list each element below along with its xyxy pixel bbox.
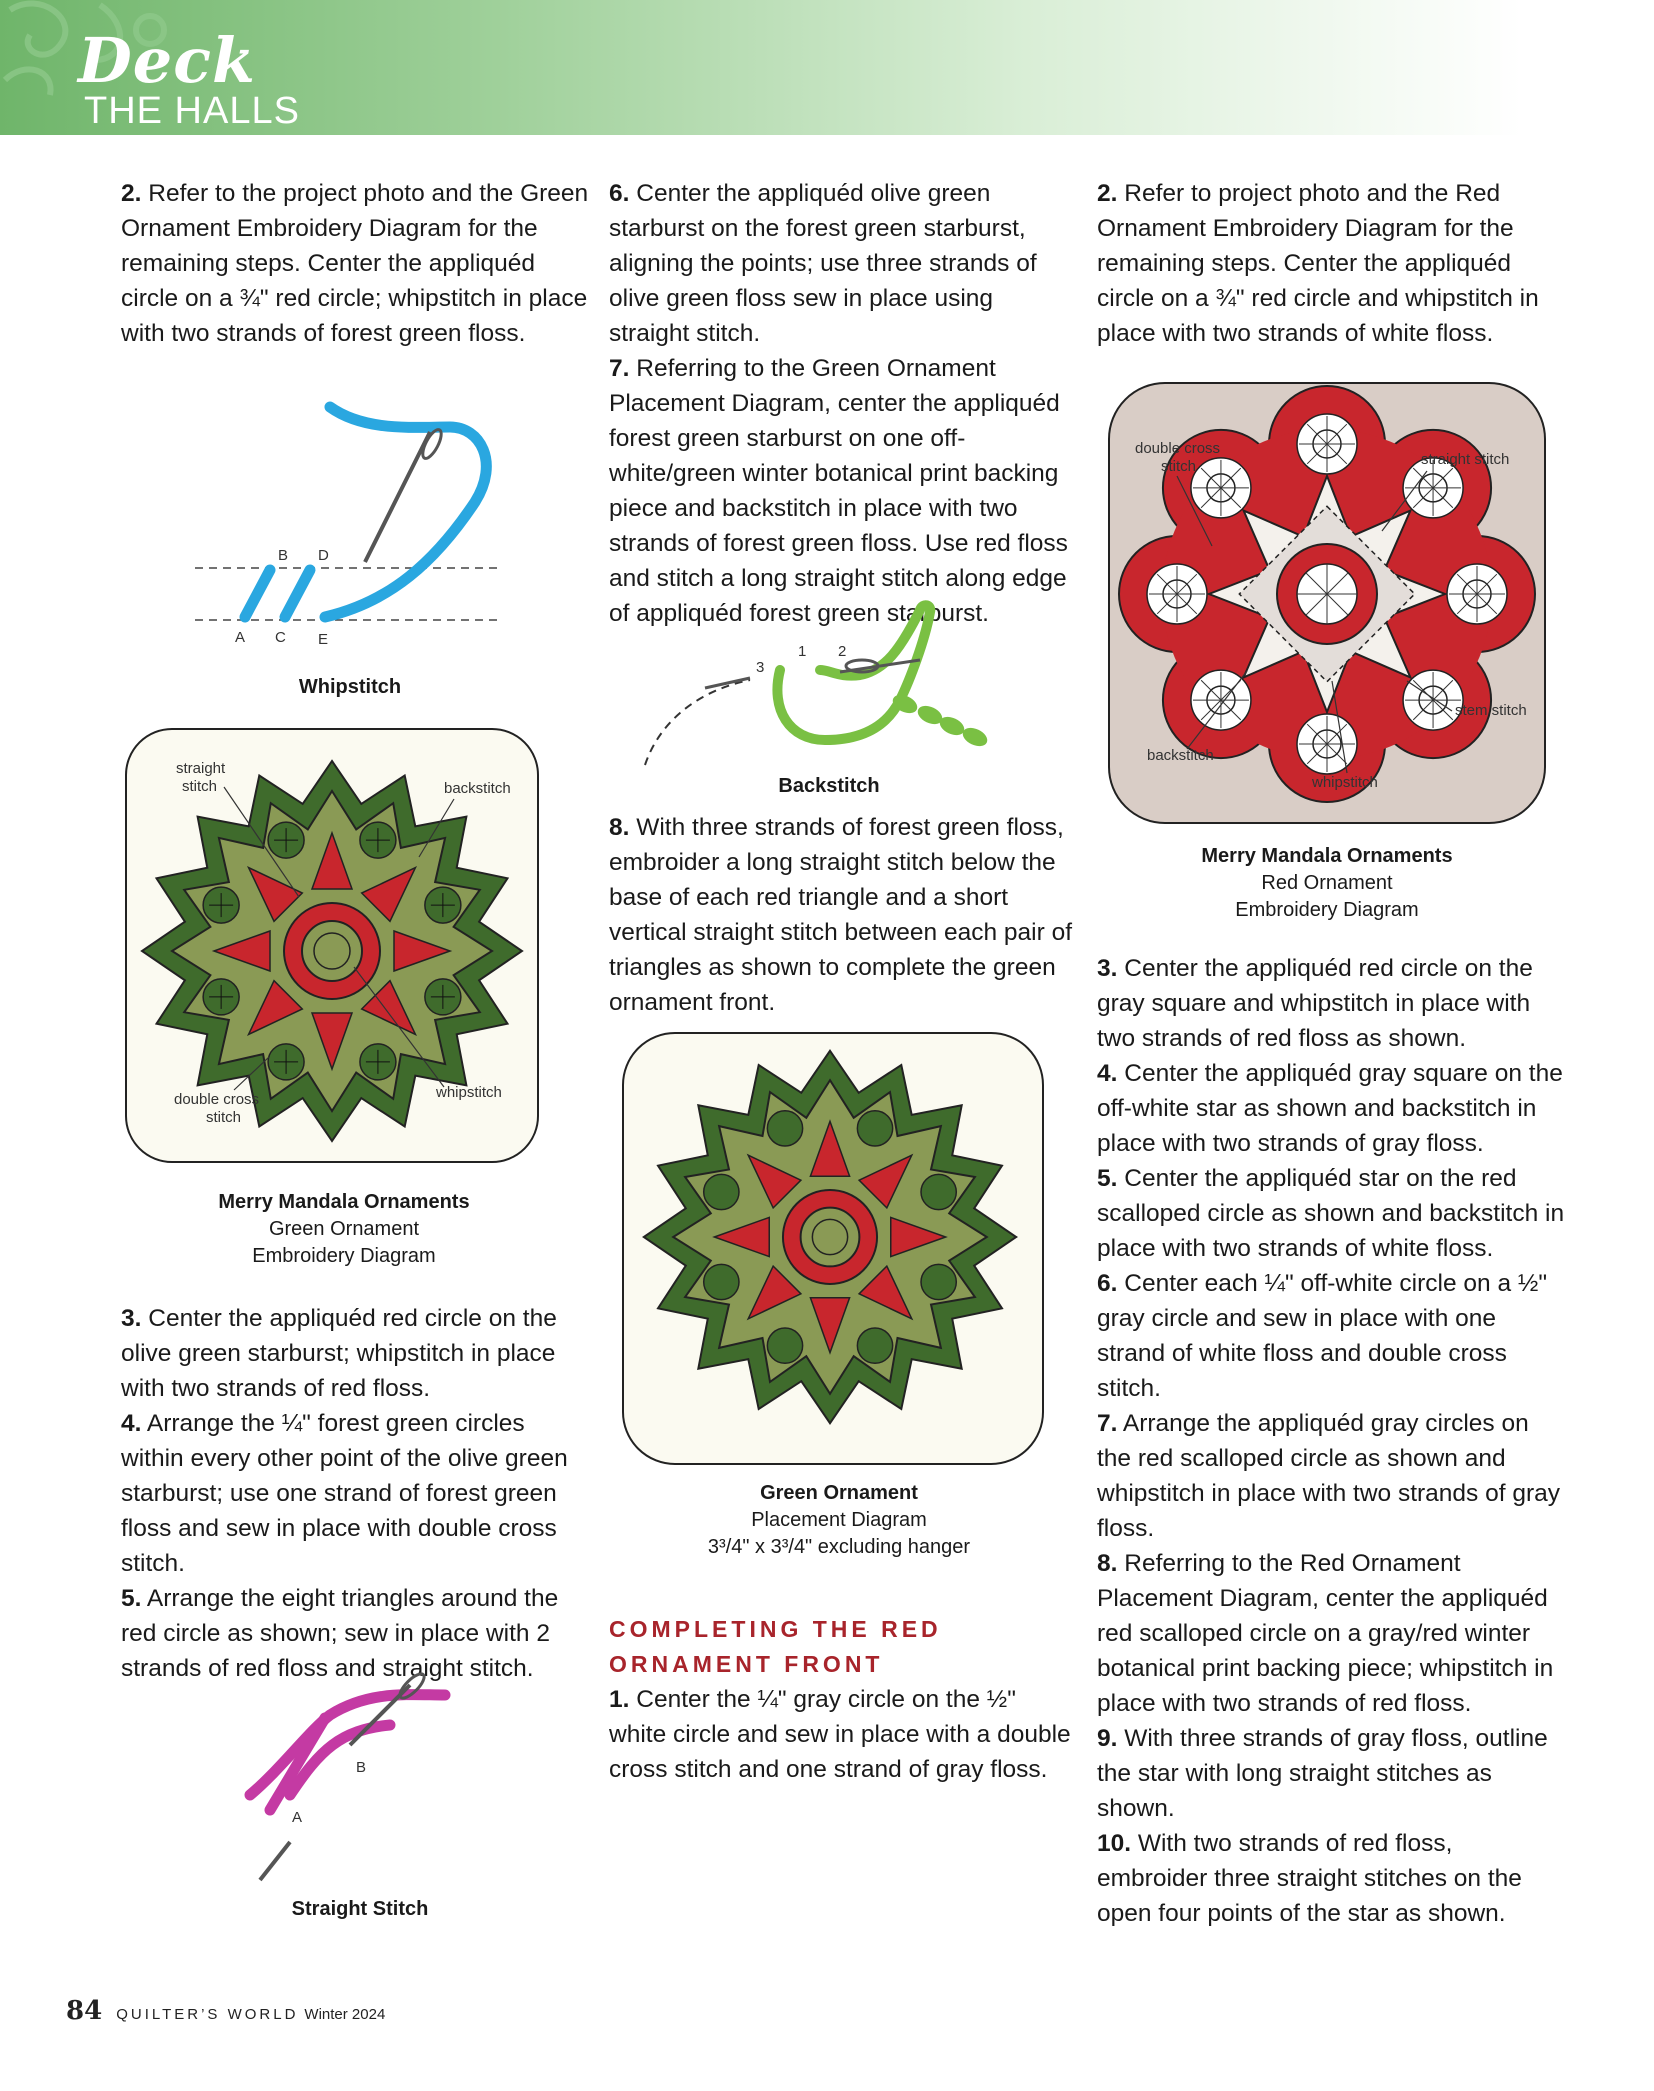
- whip-label-e: E: [318, 631, 329, 648]
- column-2-mid: [609, 810, 1079, 1020]
- step-paragraph: 2. Refer to project photo and the Red Ornament Embroidery Diagram for the remaining steps. Center the appliquéd circle on a ¾" red circle and whipstitch in place with two strands of white floss.: [1097, 180, 1539, 347]
- green-circle: [857, 1111, 892, 1146]
- magazine-name: QUILTER’S WORLD: [116, 2006, 299, 2023]
- back-label-2: 2: [838, 643, 847, 660]
- column-2: [609, 176, 1079, 631]
- green-embroidery-diagram: [124, 727, 540, 1164]
- label-double-cross: double cross: [174, 1091, 260, 1108]
- green-circle: [767, 1111, 802, 1146]
- header-title-script: Deck: [78, 24, 256, 97]
- step-paragraph: 8. Referring to the Red Ornament Placement Diagram, center the appliquéd red scalloped circle on a gray/red winter botanical print backing piece; whipstitch in place with two strands of red floss.: [1097, 1550, 1554, 1717]
- label-straight-stitch: straight: [176, 760, 226, 777]
- backstitch-caption: Backstitch: [778, 775, 880, 797]
- whip-label-b: B: [278, 547, 289, 564]
- red-label-whipstitch: whipstitch: [1312, 774, 1378, 791]
- step-paragraph: 6. Center each ¼" off-white circle on a ½" gray circle and sew in place with one strand of white floss and double cross stitch.: [1097, 1270, 1548, 1402]
- red-label-double-cross: double cross: [1135, 440, 1221, 457]
- page-number: 84: [66, 1996, 103, 2026]
- whip-label-c: C: [275, 629, 286, 646]
- straight-label-b: B: [356, 1759, 367, 1776]
- red-label-backstitch: backstitch: [1147, 747, 1214, 764]
- column-3: [1097, 176, 1567, 351]
- step-paragraph: 10. With two strands of red floss, embroider three straight stitches on the open four points of the star as shown.: [1097, 1830, 1522, 1927]
- red-diagram-caption: Merry Mandala Ornaments Red Ornament Embroidery Diagram: [1201, 845, 1453, 921]
- step-paragraph: 2. Refer to the project photo and the Green Ornament Embroidery Diagram for the remaining steps. Center the appliquéd circle on a ¾" red circle; whipstitch in place with two strands of forest green floss.: [121, 180, 589, 347]
- red-label-stem: stem stitch: [1455, 702, 1527, 719]
- back-label-1: 1: [798, 643, 807, 660]
- red-label-double-cross-2: stitch: [1161, 458, 1197, 475]
- step-paragraph: 9. With three strands of gray floss, outline the star with long straight stitches as shown.: [1097, 1725, 1548, 1822]
- step-paragraph: 7. Referring to the Green Ornament Placement Diagram, center the appliquéd forest green starburst on one off-white/green winter botanical print backing piece and backstitch in place with two strands of forest green floss. Use red floss and stitch a long straight stitch along edge of appliquéd forest green starburst.: [609, 355, 1068, 627]
- step-paragraph: 7. Arrange the appliquéd gray circles on the red scalloped circle as shown and whipstitch in place with two strands of gray floss.: [1097, 1410, 1560, 1542]
- green-circle: [767, 1328, 802, 1363]
- section-heading: COMPLETING THE RED ORNAMENT FRONT: [609, 1616, 942, 1677]
- column-1: [121, 176, 591, 351]
- red-embroidery-diagram: [1107, 381, 1547, 825]
- step-paragraph: 4. Arrange the ¼" forest green circles within every other point of the olive green starburst; use one strand of forest green floss and sew in place with double cross stitch.: [121, 1410, 568, 1577]
- step-paragraph: 3. Center the appliquéd red circle on the olive green starburst; whipstitch in place with two strands of red floss.: [121, 1305, 557, 1402]
- step-paragraph: 5. Arrange the eight triangles around the red circle as shown; sew in place with 2 strands of red floss and straight stitch.: [121, 1585, 559, 1682]
- whip-label-d: D: [318, 547, 329, 564]
- green-circle: [921, 1174, 956, 1209]
- label-whipstitch: whipstitch: [436, 1084, 502, 1101]
- straight-stitch-caption: Straight Stitch: [291, 1898, 429, 1920]
- placement-caption: Green Ornament Placement Diagram 3³/4" x 3³/4" excluding hanger: [707, 1482, 971, 1558]
- label-double-cross-2: stitch: [206, 1109, 242, 1126]
- center-dot: [812, 1219, 847, 1254]
- step-paragraph: 6. Center the appliquéd olive green starburst on the forest green starburst, aligning the points; use three strands of olive green floss sew in place using straight stitch.: [609, 180, 1037, 347]
- straight-stitch-diagram: [230, 1660, 490, 1885]
- back-label-3: 3: [756, 659, 765, 676]
- column-3-lower: [1097, 951, 1567, 1931]
- center-dot: [314, 933, 350, 969]
- green-diagram-caption: Merry Mandala Ornaments Green Ornament Embroidery Diagram: [218, 1191, 470, 1267]
- straight-label-a: A: [292, 1809, 303, 1826]
- page-header: [0, 0, 1654, 135]
- whip-label-a: A: [235, 629, 246, 646]
- label-straight-stitch-2: stitch: [182, 778, 218, 795]
- column-2-lower: [609, 1682, 1079, 1787]
- step-paragraph: 8. With three strands of forest green floss, embroider a long straight stitch below the base of each red triangle and a short vertical straight stitch between each pair of triangles as shown to complete the green ornament front.: [609, 814, 1073, 1016]
- green-circle: [857, 1328, 892, 1363]
- step-paragraph: 4. Center the appliquéd gray square on the off-white star as shown and backstitch in place with two strands of gray floss.: [1097, 1060, 1563, 1157]
- step-paragraph: 5. Center the appliquéd star on the red scalloped circle as shown and backstitch in place with two strands of white floss.: [1097, 1165, 1565, 1262]
- page-footer: [66, 1996, 385, 2026]
- backstitch-diagram: [630, 600, 1050, 770]
- green-circle: [704, 1264, 739, 1299]
- step-paragraph: 3. Center the appliquéd red circle on the gray square and whipstitch in place with two strands of red floss as shown.: [1097, 955, 1533, 1052]
- issue-date: Winter 2024: [304, 2006, 386, 2023]
- green-circle: [704, 1174, 739, 1209]
- green-circle: [921, 1264, 956, 1299]
- green-placement-diagram: [621, 1031, 1045, 1466]
- label-backstitch: backstitch: [444, 780, 511, 797]
- whipstitch-caption: Whipstitch: [298, 676, 402, 698]
- column-1-lower: [121, 1301, 591, 1686]
- step-paragraph: 1. Center the ¼" gray circle on the ½" white circle and sew in place with a double cross stitch and one strand of gray floss.: [609, 1686, 1071, 1783]
- header-title-caps: THE HALLS: [84, 90, 300, 132]
- whipstitch-diagram: [190, 392, 510, 657]
- red-label-straight: straight stitch: [1421, 451, 1510, 468]
